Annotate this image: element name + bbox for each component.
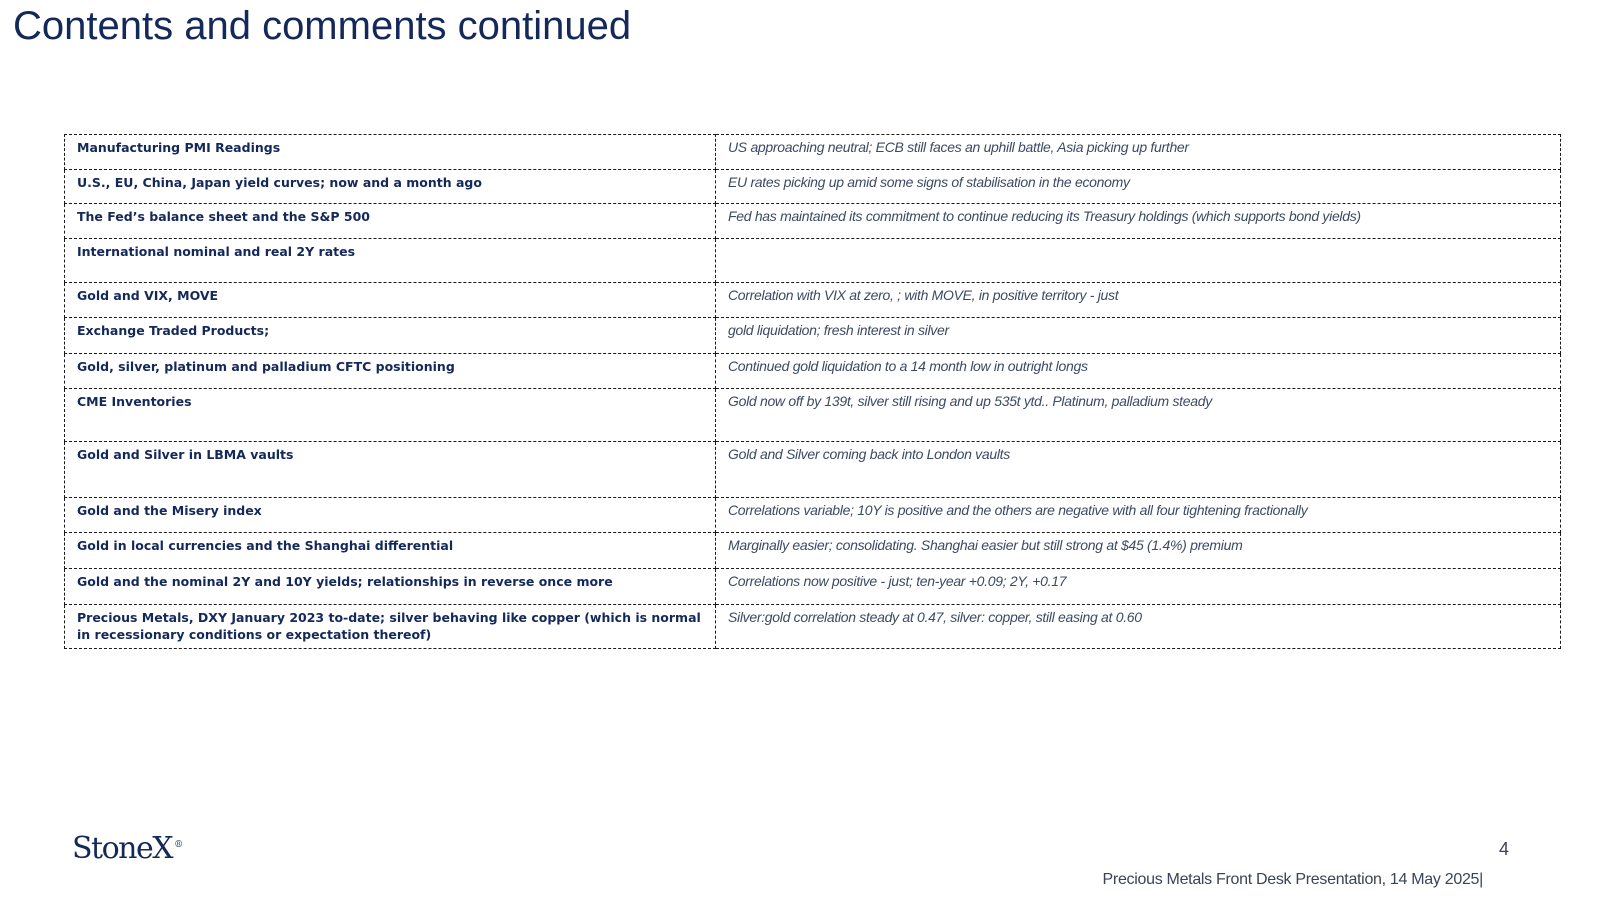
- table-row: [65, 533, 1561, 569]
- table-row: [65, 605, 1561, 649]
- topic-cell: U.S., EU, China, Japan yield curves; now and a month ago: [65, 170, 716, 204]
- table-row: [65, 170, 1561, 204]
- topic-cell: Gold and the Misery index: [65, 498, 716, 533]
- topic-cell: Gold, silver, platinum and palladium CFTC positioning: [65, 354, 716, 389]
- topic-cell: The Fed’s balance sheet and the S&P 500: [65, 204, 716, 239]
- table-row: [65, 569, 1561, 605]
- topic-cell: Gold and the nominal 2Y and 10Y yields; relationships in reverse once more: [65, 569, 716, 605]
- table-row: [65, 283, 1561, 318]
- comment-cell: gold liquidation; fresh interest in silver: [716, 318, 1561, 354]
- comment-cell: Gold now off by 139t, silver still rising and up 535t ytd.. Platinum, palladium steady: [716, 389, 1561, 442]
- table-row: [65, 354, 1561, 389]
- comment-cell: EU rates picking up amid some signs of stabilisation in the economy: [716, 170, 1561, 204]
- stonex-logo: [72, 828, 183, 866]
- topic-cell: Manufacturing PMI Readings: [65, 135, 716, 170]
- footer-text: Precious Metals Front Desk Presentation, 14 May 2025|: [1102, 871, 1483, 888]
- comment-cell: Gold and Silver coming back into London vaults: [716, 442, 1561, 498]
- topic-cell: Precious Metals, DXY January 2023 to-date; silver behaving like copper (which is normal in recessionary conditions or expectation thereof): [65, 605, 716, 649]
- comment-cell: US approaching neutral; ECB still faces an uphill battle, Asia picking up further: [716, 135, 1561, 170]
- topic-cell: International nominal and real 2Y rates: [65, 239, 716, 283]
- topic-cell: Gold and VIX, MOVE: [65, 283, 716, 318]
- table-row: [65, 135, 1561, 170]
- table-row: [65, 239, 1561, 283]
- table-row: [65, 442, 1561, 498]
- contents-table: [64, 134, 1561, 649]
- comment-cell: Silver:gold correlation steady at 0.47, silver: copper, still easing at 0.60: [716, 605, 1561, 649]
- logo-text: StoneX: [72, 831, 173, 866]
- topic-cell: CME Inventories: [65, 389, 716, 442]
- comment-cell: Correlation with VIX at zero, ; with MOVE, in positive territory - just: [716, 283, 1561, 318]
- table-row: [65, 498, 1561, 533]
- topic-cell: Exchange Traded Products;: [65, 318, 716, 354]
- comment-cell: Correlations now positive - just; ten-year +0.09; 2Y, +0.17: [716, 569, 1561, 605]
- table-row: [65, 318, 1561, 354]
- topic-cell: Gold and Silver in LBMA vaults: [65, 442, 716, 498]
- table-row: [65, 389, 1561, 442]
- comment-cell: [716, 239, 1561, 283]
- comment-cell: Continued gold liquidation to a 14 month low in outright longs: [716, 354, 1561, 389]
- table-row: [65, 204, 1561, 239]
- comment-cell: Fed has maintained its commitment to continue reducing its Treasury holdings (which supports bond yields): [716, 204, 1561, 239]
- topic-cell: Gold in local currencies and the Shanghai differential: [65, 533, 716, 569]
- comment-cell: Marginally easier; consolidating. Shanghai easier but still strong at $45 (1.4%) premium: [716, 533, 1561, 569]
- page-title: Contents and comments continued: [13, 4, 632, 48]
- page-number: 4: [1499, 839, 1510, 859]
- comment-cell: Correlations variable; 10Y is positive and the others are negative with all four tightening fractionally: [716, 498, 1561, 533]
- registered-mark: ®: [174, 840, 184, 850]
